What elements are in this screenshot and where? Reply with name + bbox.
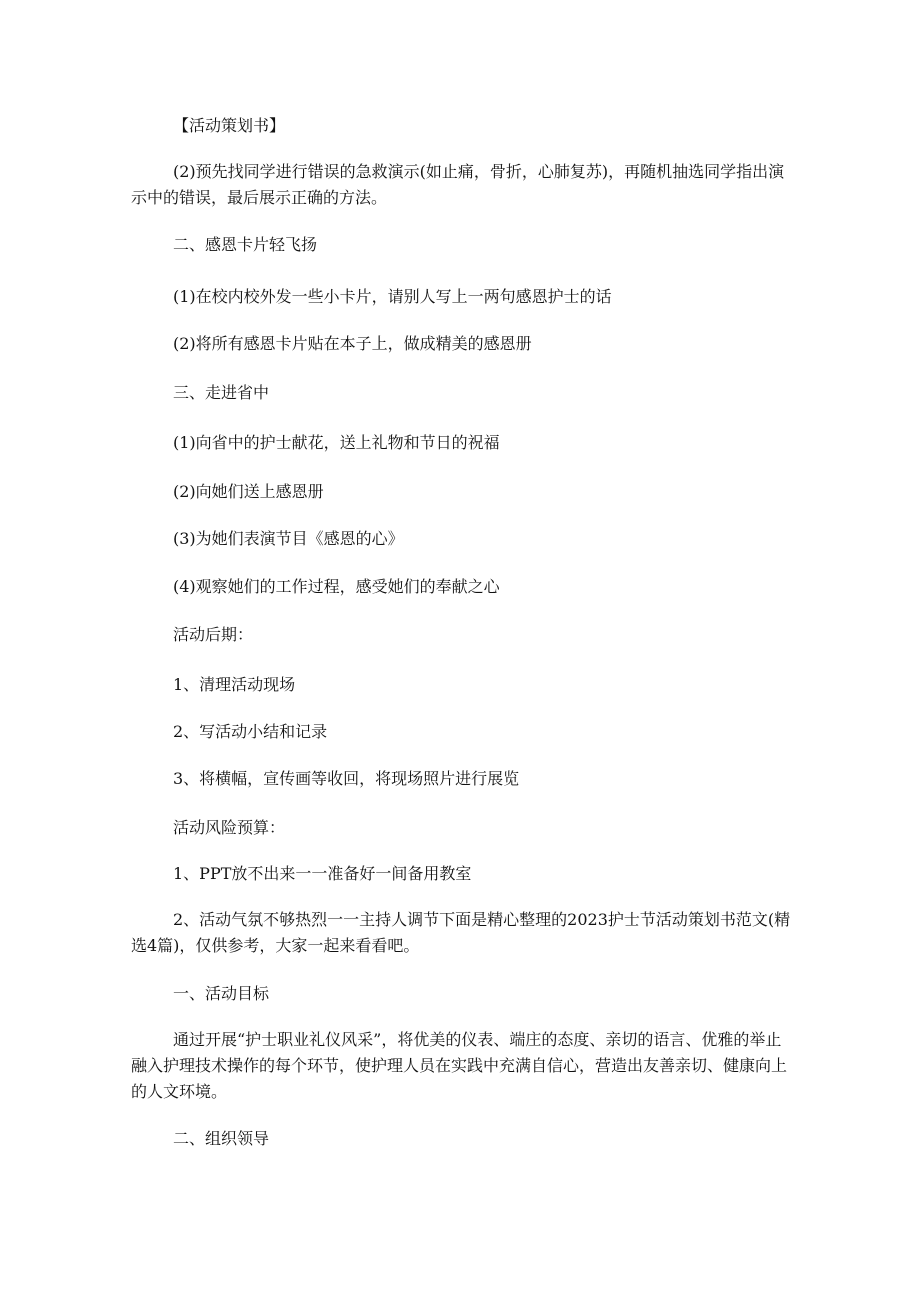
- risk-item-1: 1、PPT放不出来一一准备好一间备用教室: [173, 864, 472, 883]
- paragraph-5: (2)向她们送上感恩册: [173, 482, 324, 501]
- paragraph-4: (1)向省中的护士献花，送上礼物和节日的祝福: [173, 433, 500, 452]
- paragraph-2: (1)在校内校外发一些小卡片，请别人写上一两句感恩护士的话: [173, 287, 612, 306]
- list-item-2: 2、写活动小结和记录: [173, 722, 328, 741]
- goal-paragraph: 通过开展“护士职业礼仪风采”，将优美的仪表、端庄的态度、亲切的语言、优雅的举止融入护理技术操作的每个环节，使护理人员在实践中充满自信心，营造出友善亲切、健康向上的人文环境。: [131, 1030, 788, 1101]
- section-heading-goal: 一、活动目标: [173, 984, 270, 1003]
- section-heading-3: 三、走进省中: [173, 383, 270, 402]
- section-label-after-phase: 活动后期：: [173, 625, 254, 644]
- list-item-3: 3、将横幅，宣传画等收回，将现场照片进行展览: [173, 769, 520, 788]
- section-heading-organization: 二、组织领导: [173, 1129, 270, 1148]
- list-item-1: 1、清理活动现场: [173, 675, 296, 694]
- section-label-risk-budget: 活动风险预算：: [173, 818, 286, 837]
- paragraph-6: (3)为她们表演节目《感恩的心》: [173, 529, 404, 548]
- document-heading: 【活动策划书】: [173, 116, 286, 135]
- section-heading-2: 二、感恩卡片轻飞扬: [173, 235, 318, 254]
- paragraph-7: (4)观察她们的工作过程，感受她们的奉献之心: [173, 577, 500, 596]
- paragraph-3: (2)将所有感恩卡片贴在本子上，做成精美的感恩册: [173, 334, 532, 353]
- paragraph-1: (2)预先找同学进行错误的急救演示(如止痛，骨折，心肺复苏)，再随机抽选同学指出演示中的错误，最后展示正确的方法。: [131, 162, 785, 207]
- risk-item-2: 2、活动气氛不够热烈一一主持人调节下面是精心整理的2023护士节活动策划书范文(精选4篇)，仅供参考，大家一起来看看吧。: [131, 910, 791, 955]
